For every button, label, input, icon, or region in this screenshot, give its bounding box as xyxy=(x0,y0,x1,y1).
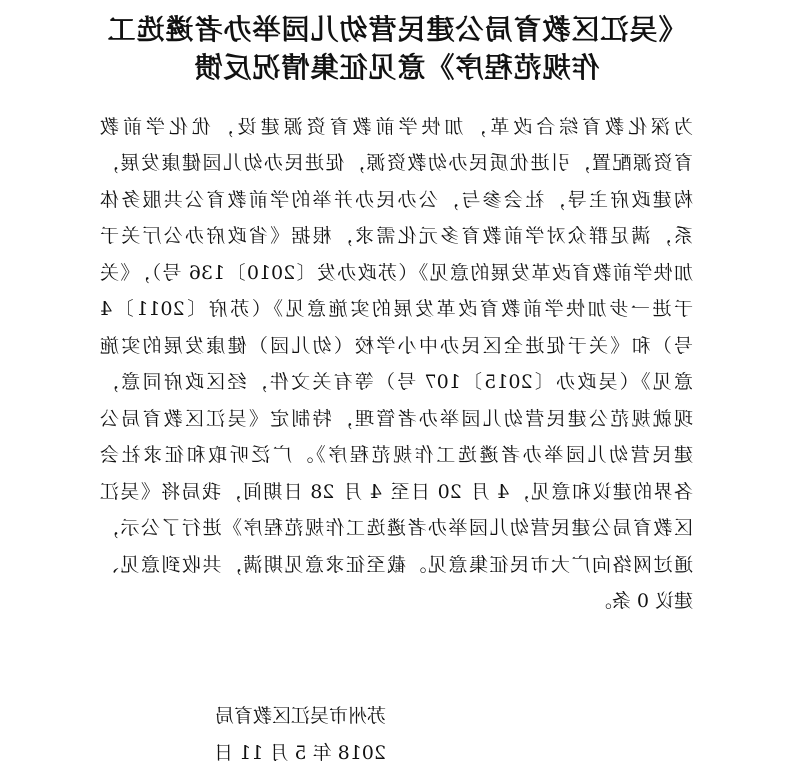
body-line: 加快学前教育改革发展的意见》（苏政办发〔2010〕136 号），《关 xyxy=(100,262,693,284)
body-line: 构建政府主导，社会参与，公办民办并举的学前教育公共服务体 xyxy=(100,189,693,211)
body-line: 现就规范公建民营幼儿园举办者管理，特制定《吴江区教育局公 xyxy=(100,408,693,430)
body-line: 育资源配置，引进优质民办幼教资源，促进民办幼儿园健康发展， xyxy=(100,152,693,174)
document-title-line-2: 作规范程序》意见征集情况反馈 xyxy=(193,51,600,84)
body-line: 系，满足群众对学前教育多元化需求，根据《省政府办公厅关于 xyxy=(100,225,693,247)
body-line: 通过网络向广大市民征集意见。截至征求意见期满，共收到意见、 xyxy=(100,554,693,576)
body-line: 建议 0 条。 xyxy=(592,590,693,612)
body-line: 各界的建议和意见，4 月 20 日至 4 月 28 日期间，我局将《吴江 xyxy=(100,481,693,503)
body-line: 区教育局公建民营幼儿园举办者遴选工作规范程序》进行了公示， xyxy=(100,517,693,539)
document-title-line-1: 《吴江区教育局公建民营幼儿园举办者遴选工 xyxy=(106,13,687,46)
body-line: 于进一步加快学前教育改革发展的实施意见》（苏府〔2011〕4 xyxy=(100,298,693,320)
signature-organization: 苏州市吴江区教育局 xyxy=(214,705,386,727)
body-line: 意见》（吴政办〔2015〕107 号）等有关文件，经区政府同意， xyxy=(100,371,693,393)
signature-date: 2018 年 5 月 11 日 xyxy=(214,742,386,764)
body-line: 号）和《关于促进全区民办中小学校（幼儿园）健康发展的实施 xyxy=(100,335,693,357)
body-line: 建民营幼儿园举办者遴选工作规范程序》。广泛听取和征求社会 xyxy=(100,444,693,466)
body-line: 为深化教育综合改革，加快学前教育资源建设，优化学前教 xyxy=(100,116,693,138)
